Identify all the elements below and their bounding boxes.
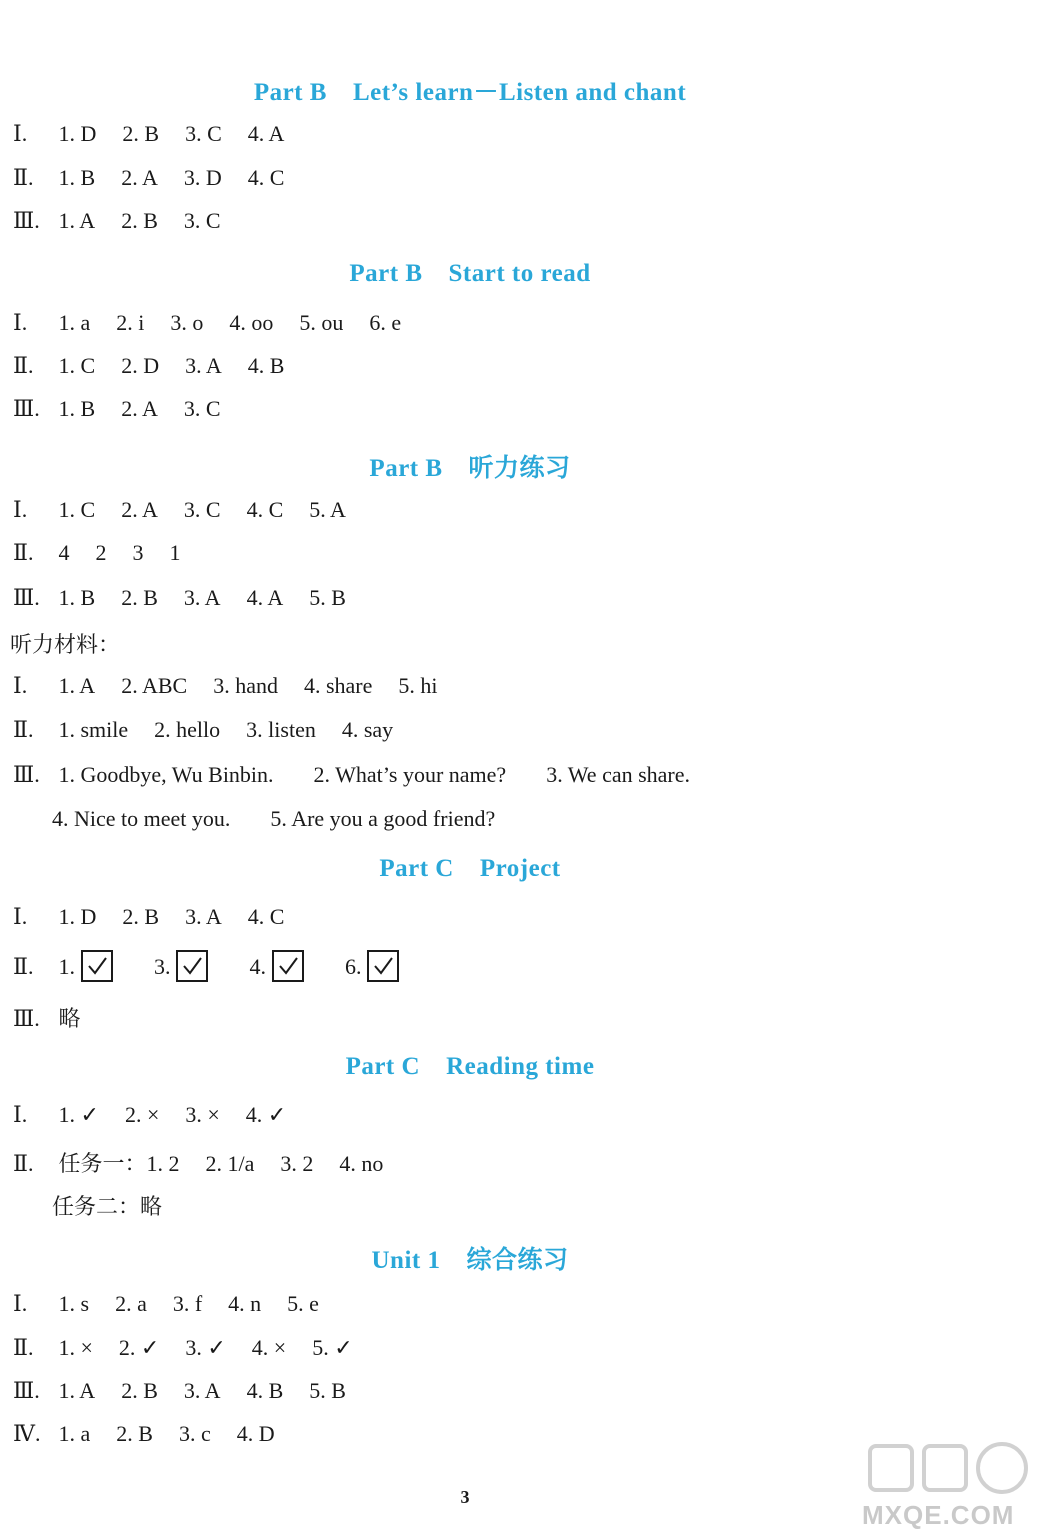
answer-line: Ⅱ. 1. C 2. D 3. A 4. B <box>13 353 285 378</box>
answer-line: Ⅲ. 1. Goodbye, Wu Binbin. 2. What’s your name? 3. We can share. <box>13 762 691 787</box>
section-heading: Part C Reading time <box>345 1053 595 1080</box>
section-heading: Part B Let’s learn－Listen and chant <box>253 79 687 106</box>
answer-line: Ⅱ. 1. B 2. A 3. D 4. C <box>13 165 285 190</box>
section-heading: Part B Start to read <box>349 260 591 287</box>
answer-line: Ⅳ. 1. a 2. B 3. c 4. D <box>13 1421 275 1446</box>
check-box <box>272 950 304 982</box>
answer-line: Ⅰ. 1. D 2. B 3. C 4. A <box>13 121 285 146</box>
answer-line: Ⅲ. 1. A 2. B 3. C <box>13 208 221 233</box>
check-box <box>176 950 208 982</box>
answer-line: Ⅱ. 1. 3. 4. 6. <box>13 954 435 982</box>
section-heading: Part B 听力练习 <box>369 455 571 482</box>
answer-line: Ⅱ. 4 2 3 1 <box>13 540 181 565</box>
page-number: 3 <box>460 1487 470 1507</box>
check-box <box>367 950 399 982</box>
answer-line: Ⅰ. 1. a 2. i 3. o 4. oo 5. ou 6. e <box>13 310 402 335</box>
answer-line: Ⅰ. 1. D 2. B 3. A 4. C <box>13 904 285 929</box>
answer-line: Ⅲ. 略 <box>13 1006 81 1031</box>
material-label: 听力材料： <box>10 632 121 657</box>
answer-line: Ⅱ. 1. × 2. ✓ 3. ✓ 4. × 5. ✓ <box>13 1335 353 1360</box>
answer-line: Ⅲ. 1. B 2. A 3. C <box>13 396 221 421</box>
answer-line: 任务二：略 <box>52 1194 163 1219</box>
answer-line: Ⅰ. 1. C 2. A 3. C 4. C 5. A <box>13 497 346 522</box>
answer-line: Ⅱ. 1. smile 2. hello 3. listen 4. say <box>13 717 394 742</box>
answer-line: Ⅰ. 1. ✓ 2. × 3. × 4. ✓ <box>13 1102 287 1127</box>
section-heading: Part C Project <box>379 855 561 882</box>
answer-line: Ⅲ. 1. A 2. B 3. A 4. B 5. B <box>13 1378 346 1403</box>
answer-line: Ⅲ. 1. B 2. B 3. A 4. A 5. B <box>13 585 346 610</box>
watermark-logo: MXQE.COM <box>862 1440 1037 1532</box>
answer-line: Ⅰ. 1. A 2. ABC 3. hand 4. share 5. hi <box>13 673 438 698</box>
check-box <box>81 950 113 982</box>
answer-line: 4. Nice to meet you. 5. Are you a good friend? <box>52 806 496 831</box>
section-heading: Unit 1 综合练习 <box>371 1247 569 1274</box>
answer-line: Ⅱ. 任务一：1. 2 2. 1/a 3. 2 4. no <box>13 1151 384 1176</box>
answer-line: Ⅰ. 1. s 2. a 3. f 4. n 5. e <box>13 1291 319 1316</box>
